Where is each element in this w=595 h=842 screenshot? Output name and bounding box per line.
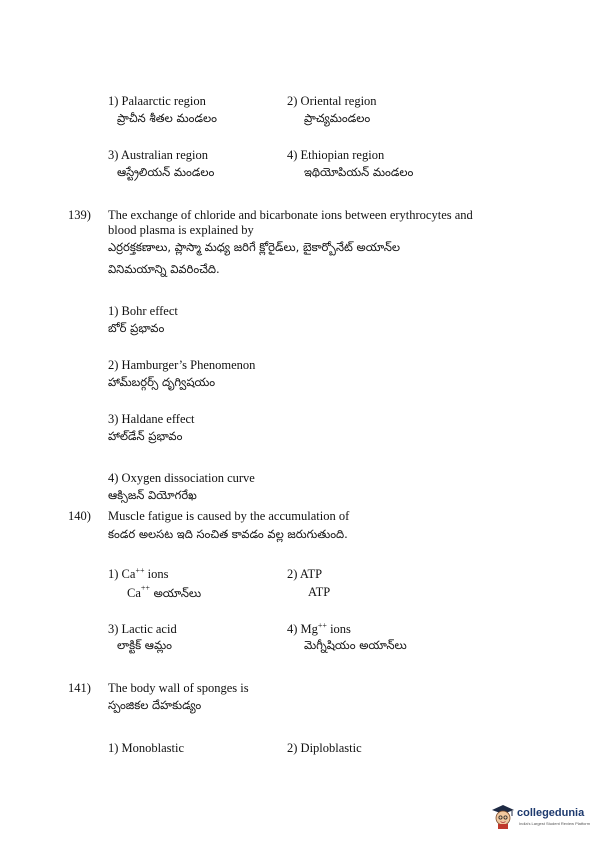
q140-option-2-en: 2) ATP xyxy=(287,567,323,581)
q139-question-en-line1: The exchange of chloride and bicarbonate ions between erythrocytes and xyxy=(108,208,473,222)
q139-number: 139) xyxy=(68,208,91,222)
q138-option-1-te: ప్రాచీన శీతల మండలం xyxy=(117,111,217,125)
q139-option-3-te: హాల్‌డేన్ ప్రభావం xyxy=(108,429,183,443)
q140-option-4-en xyxy=(287,622,351,637)
q140-question-en: Muscle fatigue is caused by the accumulation of xyxy=(108,509,350,523)
q138-option-2-en: 2) Oriental region xyxy=(287,94,377,108)
q140-option-3-te: లాక్టిక్ ఆమ్లం xyxy=(117,638,172,652)
q139-option-2-te: హామ్‌బర్గర్స్ దృగ్విషయం xyxy=(108,375,216,389)
q138-option-3-te: ఆస్ట్రేలియన్ మండలం xyxy=(117,165,215,179)
q140-question-te: కండర అలసట ఇది సంచిత కావడం వల్ల జరుగుతుంది. xyxy=(108,527,348,541)
q141-number: 141) xyxy=(68,681,91,695)
q140-option-4-en-prefix: 4) Mg xyxy=(287,622,318,636)
q141-question-te: స్పంజికల దేహకుడ్యం xyxy=(108,698,202,712)
q140-option-2-te: ATP xyxy=(308,585,331,599)
q139-option-1-te: బోర్ ప్రభావం xyxy=(108,321,165,335)
logo-tagline: India's Largest Student Review Platform xyxy=(519,821,591,826)
q140-option-1-en-sup: ++ xyxy=(135,565,145,575)
q139-question-te-line1: ఎర్రరక్తకణాలు, ప్లాస్మా మధ్య జరిగే క్లోరైడ్‌లు, బైకార్బోనేట్ అయాన్‌ల xyxy=(108,240,401,254)
q138-option-1-en: 1) Palaarctic region xyxy=(108,94,206,108)
q140-number: 140) xyxy=(68,509,91,523)
q139-option-2-en: 2) Hamburger’s Phenomenon xyxy=(108,358,256,372)
q140-option-1-te-sup: ++ xyxy=(140,583,150,593)
mascot-icon xyxy=(490,803,516,829)
q140-option-4-en-suffix: ions xyxy=(326,622,351,636)
q139-option-4-en: 4) Oxygen dissociation curve xyxy=(108,471,255,485)
q141-question-en: The body wall of sponges is xyxy=(108,681,249,695)
q139-question-te-line2: వినిమయాన్ని వివరించేది. xyxy=(108,262,220,276)
q139-question-en-line2: blood plasma is explained by xyxy=(108,223,254,237)
q141-option-2-en: 2) Diploblastic xyxy=(287,741,362,755)
q140-option-1-en-suffix: ions xyxy=(144,567,169,581)
q140-option-1-en-prefix: 1) Ca xyxy=(108,567,136,581)
q140-option-3-en: 3) Lactic acid xyxy=(108,622,177,636)
q139-option-1-en: 1) Bohr effect xyxy=(108,304,178,318)
q138-option-2-te: ప్రాచ్యమండలం xyxy=(304,111,371,125)
q140-option-1-te-suffix: అయాన్‌లు xyxy=(149,586,202,600)
q138-option-4-en: 4) Ethiopian region xyxy=(287,148,385,162)
q140-option-1-en xyxy=(108,567,168,582)
q138-option-4-te: ఇథియోపియన్ మండలం xyxy=(304,165,414,179)
q140-option-4-te: మెగ్నీషియం అయాన్‌లు xyxy=(304,638,407,652)
q140-option-1-te xyxy=(127,584,201,603)
q141-option-1-en: 1) Monoblastic xyxy=(108,741,185,755)
q139-option-3-en: 3) Haldane effect xyxy=(108,412,195,426)
q139-option-4-te: ఆక్సిజన్ వియోగరేఖ xyxy=(108,488,197,502)
q138-option-3-en: 3) Australian region xyxy=(108,148,208,162)
collegedunia-logo xyxy=(490,803,590,831)
logo-name: collegedunia xyxy=(517,807,585,819)
q140-option-4-en-sup: ++ xyxy=(317,620,327,630)
q140-option-1-te-prefix: Ca xyxy=(127,586,141,600)
